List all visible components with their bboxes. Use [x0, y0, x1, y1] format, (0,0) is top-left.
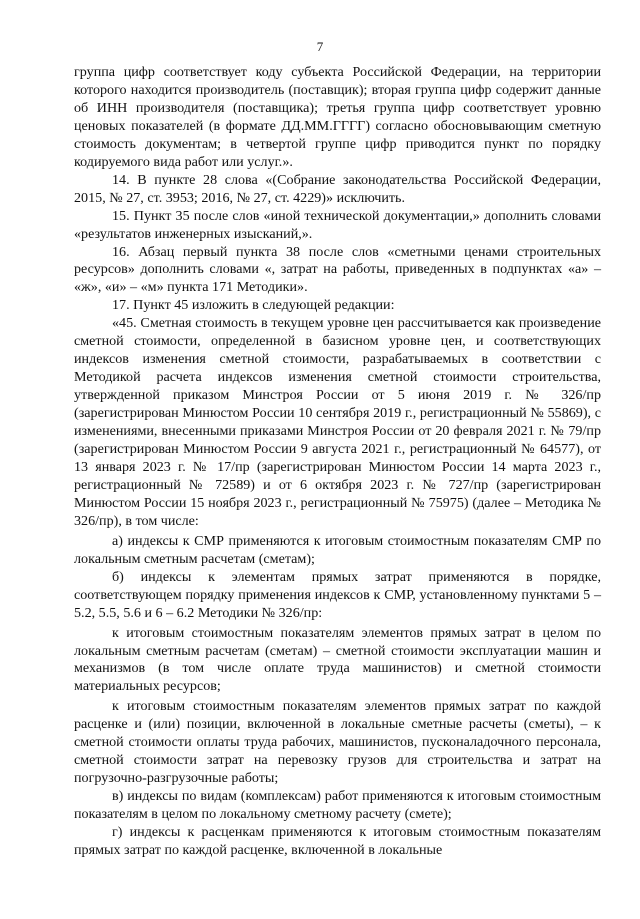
paragraph-item-16: 16. Абзац первый пункта 38 после слов «сметными ценами строительных ресурсов» дополнить словами «, затрат на работы, приведенных в подпунктах «а» – «ж», «и» – «м» пункта 171 Методики». — [74, 243, 601, 296]
paragraph-subitem-g: г) индексы к расценкам применяются к итоговым стоимостным показателям прямых затрат по каждой расценке, включенной в локальные — [74, 824, 601, 858]
paragraph-per-rate-elements: к итоговым стоимостным показателям элементов прямых затрат по каждой расценке и (или) позиции, включенной в локальные сметные расчеты (сметы), – к сметной стоимости оплаты труда рабочих, машинистов, пусконаладочного персонала, сметной стоимости затрат на перевозку грузов для строительства и затрат на погрузочно-разгрузочные работы; — [74, 698, 601, 787]
page-number: 7 — [316, 39, 324, 54]
paragraph-point-45: «45. Сметная стоимость в текущем уровне цен рассчитывается как произведение сметной стоимости, определенной в базисном уровне цен, и соответствующих индексов изменения сметной стоимости, разрабатываемых в соответствии с Методикой расчета индексов изменения сметной стоимости строительства, утвержденной приказом Минстроя России от 5 июня 2019 г. № 326/пр (зарегистрирован Минюстом России 10 сентября 2019 г., регистрационный № 55869), с изменениями, внесенными приказами Минстроя России от 20 февраля 2021 г. № 79/пр (зарегистрирован Минюстом России 9 августа 2021 г., регистрационный № 64577), от 13 января 2023 г. № 17/пр (зарегистрирован Минюстом России 14 марта 2023 г., регистрационный № 72589) и от 6 октября 2023 г. № 727/пр (зарегистрирован Минюстом России 15 ноября 2023 г., регистрационный № 75975) (далее – Методика № 326/пр), в том числе: — [74, 315, 601, 529]
paragraph-item-17: 17. Пункт 45 изложить в следующей редакции: — [112, 297, 395, 314]
paragraph-subitem-b: б) индексы к элементам прямых затрат применяются в порядке, соответствующем порядку применения индексов к СМР, установленному пунктами 5 – 5.2, 5.5, 5.6 и 6 – 6.2 Методики № 326/пр: — [74, 568, 601, 621]
paragraph-total-elements: к итоговым стоимостным показателям элементов прямых затрат в целом по локальным сметным расчетам (сметам) – сметной стоимости эксплуатации машин и механизмов (в том числе оплате труда машинистов) и сметной стоимости материальных ресурсов; — [74, 624, 601, 695]
paragraph-item-15: 15. Пункт 35 после слов «иной технической документации,» дополнить словами «результатов инженерных изысканий,». — [74, 207, 601, 242]
paragraph-item-14: 14. В пункте 28 слова «(Собрание законодательства Российской Федерации, 2015, № 27, ст. 3953; 2016, № 27, ст. 4229)» исключить. — [74, 171, 601, 206]
paragraph-subitem-v: в) индексы по видам (комплексам) работ применяются к итоговым стоимостным показателям в целом по локальному сметному расчету (смете); — [74, 788, 601, 823]
paragraph-subitem-a: а) индексы к СМР применяются к итоговым стоимостным показателям СМР по локальным сметным расчетам (сметам); — [74, 532, 601, 567]
paragraph-continuation: группа цифр соответствует коду субъекта Российской Федерации, на территории которого находится производитель (поставщик); вторая группа цифр содержит данные об ИНН производителя (поставщика); третья группа цифр соответствует уровню ценовых показателей (в формате ДД.ММ.ГГГГ) согласно обосновывающим сметную стоимость документам; в четвертой группе цифр приводится пункт по порядку кодируемого вида работ или услуг.». — [74, 64, 601, 170]
document-body — [74, 64, 601, 860]
